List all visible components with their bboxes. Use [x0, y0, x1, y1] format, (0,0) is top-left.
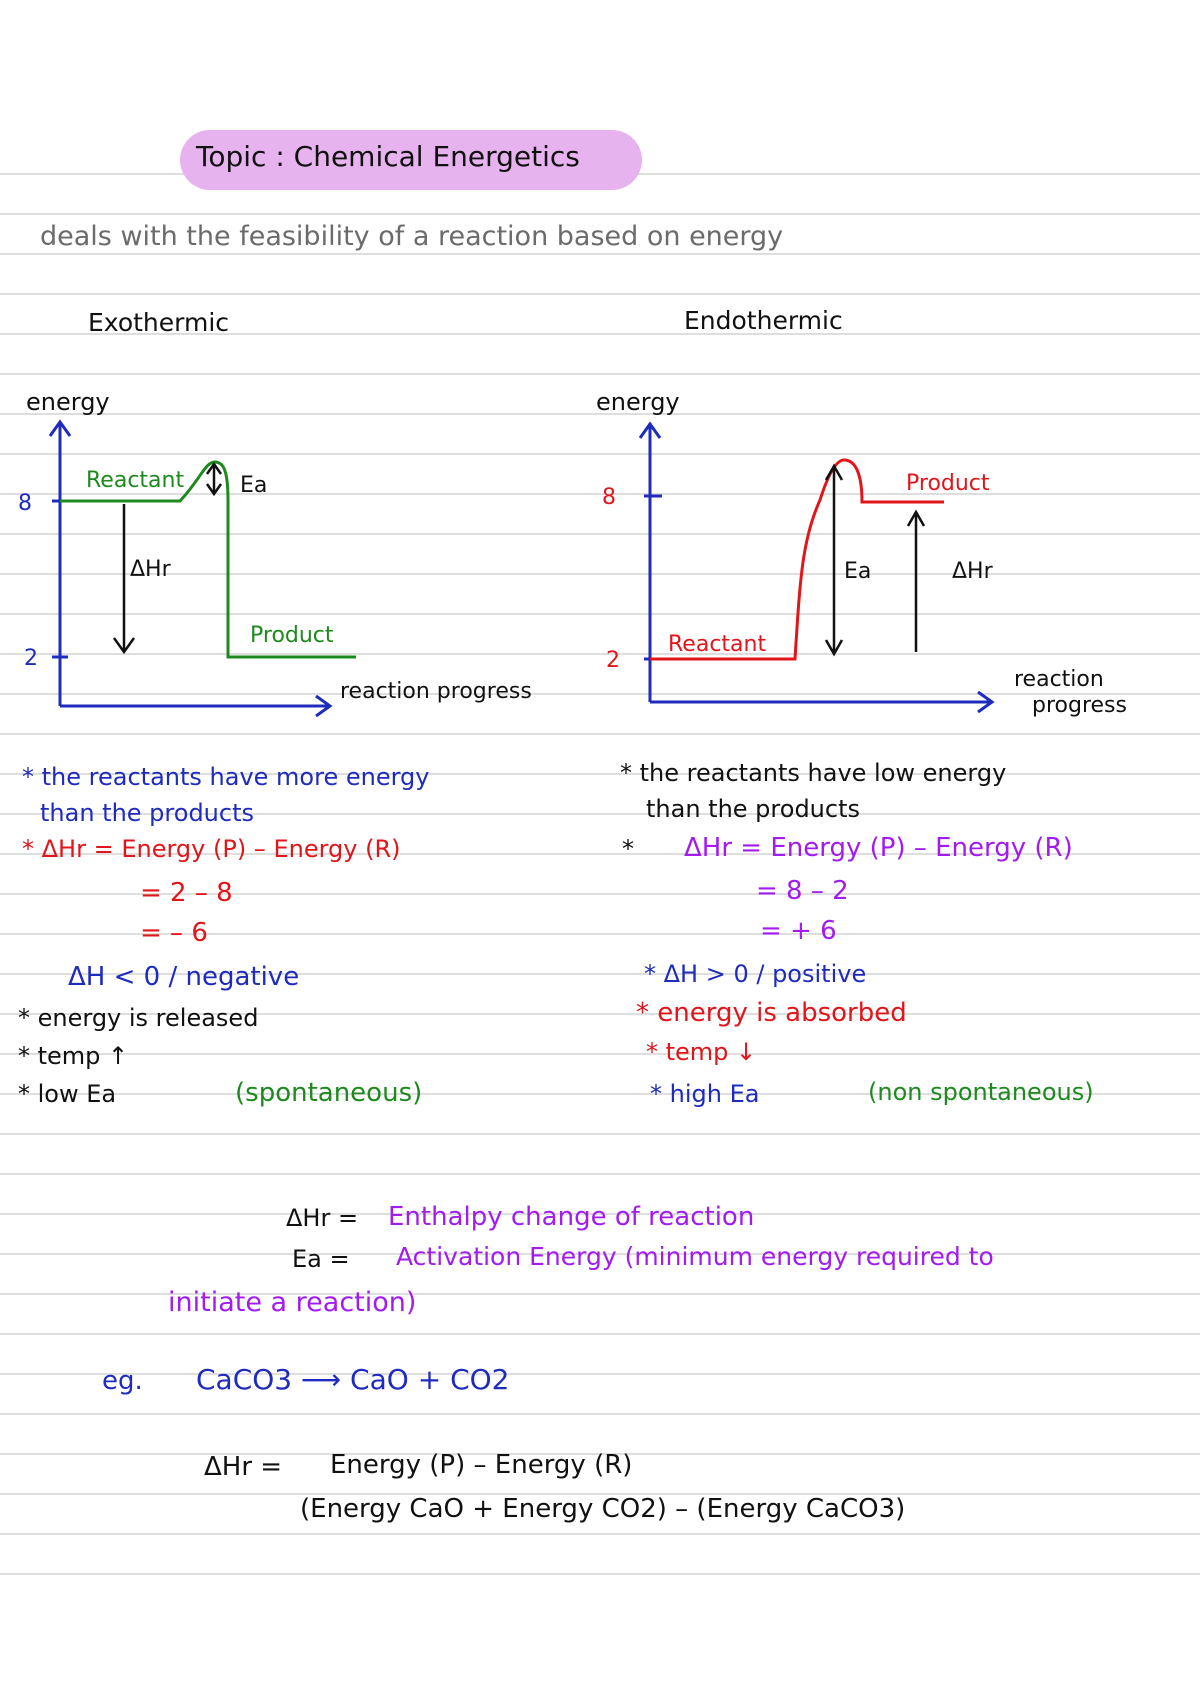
endo-x-label-2: progress: [1032, 693, 1127, 718]
exo-note-1a: * the reactants have more energy: [22, 763, 430, 791]
endo-ea-label: Ea: [844, 559, 872, 584]
exo-note-7: * temp ↑: [18, 1042, 129, 1070]
endo-x-label-1: reaction: [1014, 667, 1104, 692]
intro-text: deals with the feasibility of a reaction based on energy: [40, 221, 784, 252]
endo-note-4: = + 6: [760, 916, 837, 946]
exo-note-3: = 2 – 8: [140, 878, 233, 908]
endo-energy-curve: [650, 460, 944, 659]
def-ea-key: Ea =: [292, 1245, 350, 1273]
def-ea-value: Activation Energy (minimum energy required to: [396, 1242, 994, 1271]
endo-note-5: * ΔH > 0 / positive: [644, 960, 867, 988]
example-dh-key: ΔHr =: [204, 1452, 283, 1482]
exo-note-1b: than the products: [40, 799, 254, 827]
endo-reactant-label: Reactant: [668, 632, 767, 657]
endo-note-3: = 8 – 2: [756, 876, 849, 906]
endo-note-2a: *: [622, 835, 634, 863]
endothermic-heading: Endothermic: [684, 306, 843, 335]
endo-y-label: energy: [596, 388, 680, 416]
endo-dh-arrow: [908, 512, 924, 652]
endo-note-1b: than the products: [646, 795, 860, 823]
endothermic-energy-profile: [580, 380, 1200, 720]
page-title: Topic : Chemical Energetics: [196, 140, 580, 173]
endo-note-2: ΔHr = Energy (P) – Energy (R): [684, 833, 1073, 863]
exothermic-heading: Exothermic: [88, 308, 230, 337]
exo-product-label: Product: [250, 623, 334, 648]
exo-axes: [50, 422, 330, 716]
exo-note-8b: (spontaneous): [235, 1078, 423, 1108]
endo-note-1a: * the reactants have low energy: [620, 759, 1007, 787]
exo-x-label: reaction progress: [340, 679, 532, 704]
exo-tick-low: 2: [24, 646, 38, 671]
endo-product-label: Product: [906, 471, 990, 496]
def-dh-value: Enthalpy change of reaction: [388, 1202, 755, 1232]
def-dh-key: ΔHr =: [286, 1204, 359, 1232]
def-ea-value-cont: initiate a reaction): [168, 1287, 417, 1318]
endo-note-6: * energy is absorbed: [636, 998, 907, 1028]
example-line-1: Energy (P) – Energy (R): [330, 1450, 633, 1480]
exo-y-label: energy: [26, 388, 110, 416]
endo-note-8: * high Ea: [650, 1080, 760, 1108]
exo-note-4: = – 6: [140, 918, 208, 948]
endo-axes: [640, 424, 992, 712]
exo-ea-arrow: [207, 464, 221, 494]
endo-note-8b: (non spontaneous): [868, 1078, 1094, 1106]
exo-note-6: * energy is released: [18, 1004, 259, 1032]
exo-note-8: * low Ea: [18, 1080, 117, 1108]
endo-dh-label: ΔHr: [952, 559, 993, 584]
exo-tick-high: 8: [18, 491, 32, 516]
exo-dh-label: ΔHr: [130, 557, 171, 582]
example-reaction: CaCO3 ⟶ CaO + CO2: [196, 1363, 510, 1396]
endo-note-7: * temp ↓: [646, 1038, 757, 1066]
exo-note-5: ΔH < 0 / negative: [68, 962, 300, 992]
endo-tick-high: 8: [602, 485, 616, 510]
exo-reactant-label: Reactant: [86, 468, 185, 493]
example-line-2: (Energy CaO + Energy CO2) – (Energy CaCO3): [300, 1494, 906, 1524]
exo-ea-label: Ea: [240, 473, 268, 498]
exothermic-energy-profile: [0, 380, 600, 720]
exo-note-2: * ΔHr = Energy (P) – Energy (R): [22, 835, 401, 863]
endo-tick-low: 2: [606, 648, 620, 673]
endo-ea-arrow: [826, 466, 842, 654]
example-eg: eg.: [102, 1366, 143, 1396]
